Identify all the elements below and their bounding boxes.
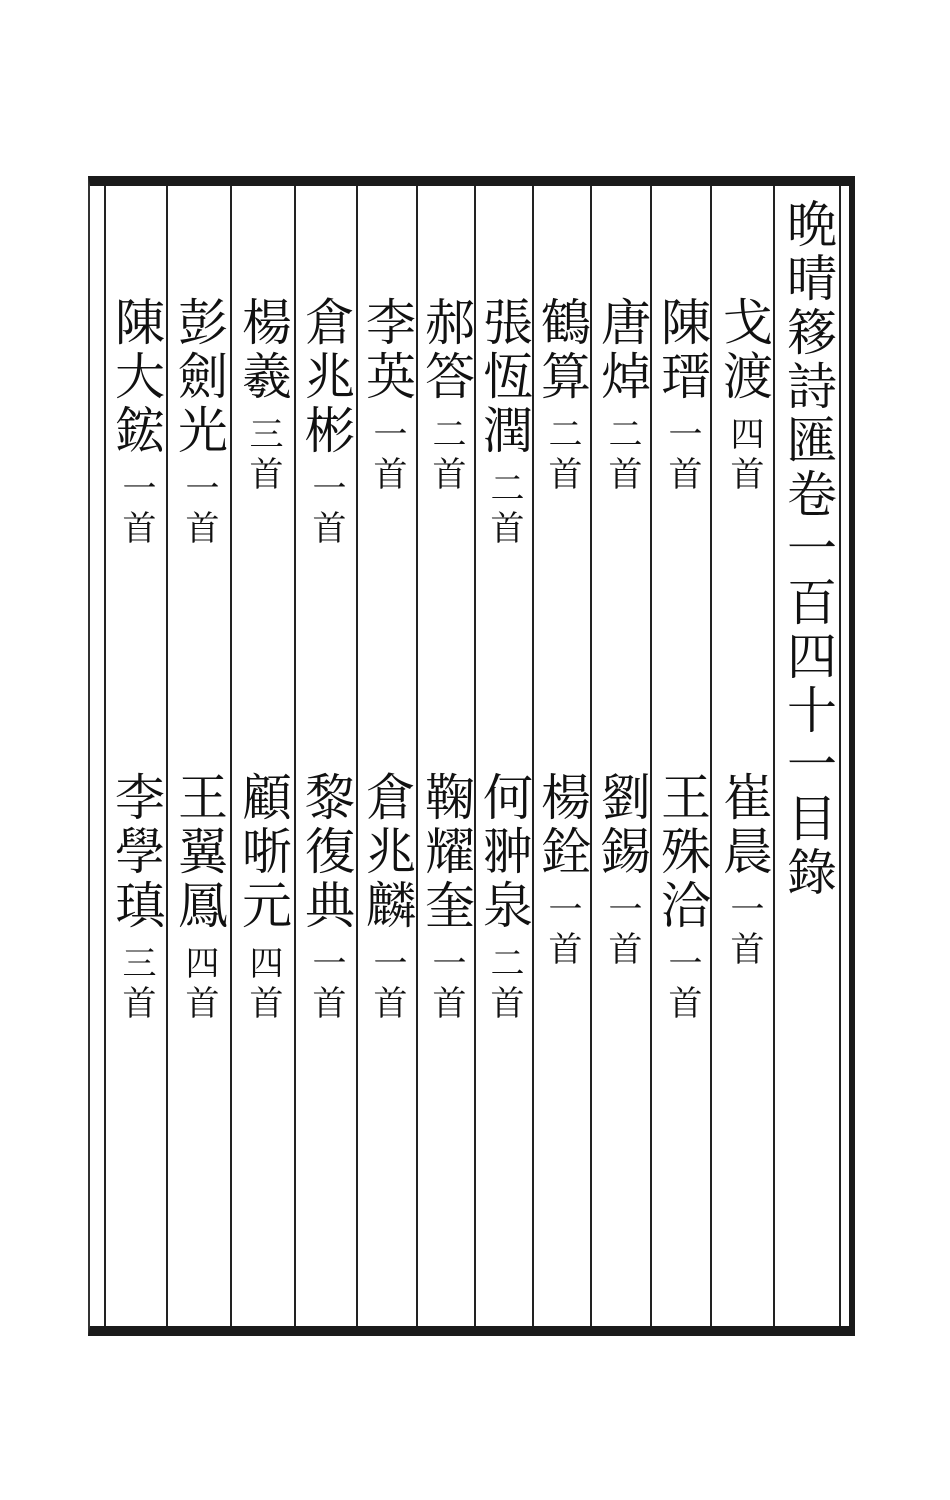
- poet-name: 何翀泉: [475, 771, 533, 933]
- entry-bottom: [593, 771, 651, 971]
- poet-name: 李學瑱: [107, 771, 165, 933]
- poem-count: 二首: [426, 416, 466, 496]
- poet-name: 郝答: [417, 296, 475, 404]
- entry-top: [593, 296, 651, 496]
- poet-name: 楊銓: [533, 771, 591, 879]
- entry-column: [231, 186, 295, 1326]
- poem-count: 一首: [306, 470, 346, 550]
- poem-count: 一首: [367, 416, 407, 496]
- poet-name: 倉兆麟: [358, 771, 416, 933]
- poem-count: 二首: [602, 416, 642, 496]
- entry-column: [167, 186, 231, 1326]
- poet-name: 唐焯: [593, 296, 651, 404]
- entry-top: [297, 296, 355, 550]
- poet-name: 楊羲: [234, 296, 292, 404]
- poem-count: 一首: [662, 945, 702, 1025]
- poem-count: 一首: [116, 470, 156, 550]
- poet-name: 劉錫: [593, 771, 651, 879]
- poem-count: 一首: [662, 416, 702, 496]
- poem-count: 一首: [426, 945, 466, 1025]
- poet-name: 陳大鋐: [107, 296, 165, 458]
- entry-column: [530, 186, 594, 1326]
- poem-count: 二首: [484, 945, 524, 1025]
- poem-count: 一首: [542, 891, 582, 971]
- poem-count: 四首: [179, 945, 219, 1025]
- entry-top: [653, 296, 711, 496]
- poet-name: 鞠耀奎: [417, 771, 475, 933]
- poem-count: 二首: [484, 470, 524, 550]
- entry-bottom: [715, 771, 773, 971]
- poem-count: 一首: [367, 945, 407, 1025]
- entry-top: [234, 296, 292, 496]
- poet-name: 張恆潤: [475, 296, 533, 458]
- entry-top: [715, 296, 773, 496]
- poem-count: 四首: [243, 945, 283, 1025]
- entry-bottom: [358, 771, 416, 1025]
- page-frame: [88, 176, 855, 1336]
- poet-name: 鶴算: [533, 296, 591, 404]
- poet-name: 王殊洽: [653, 771, 711, 933]
- catalog-title: 晩晴簃詩匯卷一百四十一目錄: [779, 198, 837, 900]
- title-column: [776, 186, 840, 1326]
- entry-top: [533, 296, 591, 496]
- entry-bottom: [475, 771, 533, 1025]
- entry-top: [475, 296, 533, 550]
- poem-count: 三首: [243, 416, 283, 496]
- entry-top: [358, 296, 416, 496]
- poet-name: 戈渡: [715, 296, 773, 404]
- entry-bottom: [297, 771, 355, 1025]
- entry-bottom: [170, 771, 228, 1025]
- entry-column: [712, 186, 776, 1326]
- entry-column: [650, 186, 714, 1326]
- poem-count: 一首: [306, 945, 346, 1025]
- entry-column: [294, 186, 358, 1326]
- entry-column: [414, 186, 478, 1326]
- poet-name: 倉兆彬: [297, 296, 355, 458]
- entry-bottom: [107, 771, 165, 1025]
- poet-name: 崔晨: [715, 771, 773, 879]
- entry-bottom: [417, 771, 475, 1025]
- entry-top: [170, 296, 228, 550]
- entry-column: [355, 186, 419, 1326]
- poem-count: 一首: [179, 470, 219, 550]
- entry-column: [472, 186, 536, 1326]
- poem-count: 三首: [116, 945, 156, 1025]
- poem-count: 一首: [724, 891, 764, 971]
- entry-column: [104, 186, 168, 1326]
- poet-name: 陳瑨: [653, 296, 711, 404]
- poet-name: 李英: [358, 296, 416, 404]
- poem-count: 四首: [724, 416, 764, 496]
- entry-bottom: [533, 771, 591, 971]
- entry-top: [107, 296, 165, 550]
- poem-count: 一首: [602, 891, 642, 971]
- entry-bottom: [653, 771, 711, 1025]
- poet-name: 黎復典: [297, 771, 355, 933]
- poet-name: 彭劍光: [170, 296, 228, 458]
- poet-name: 王翼鳳: [170, 771, 228, 933]
- poet-name: 顧哳元: [234, 771, 292, 933]
- poem-count: 二首: [542, 416, 582, 496]
- entry-top: [417, 296, 475, 496]
- entry-column: [590, 186, 654, 1326]
- entry-bottom: [234, 771, 292, 1025]
